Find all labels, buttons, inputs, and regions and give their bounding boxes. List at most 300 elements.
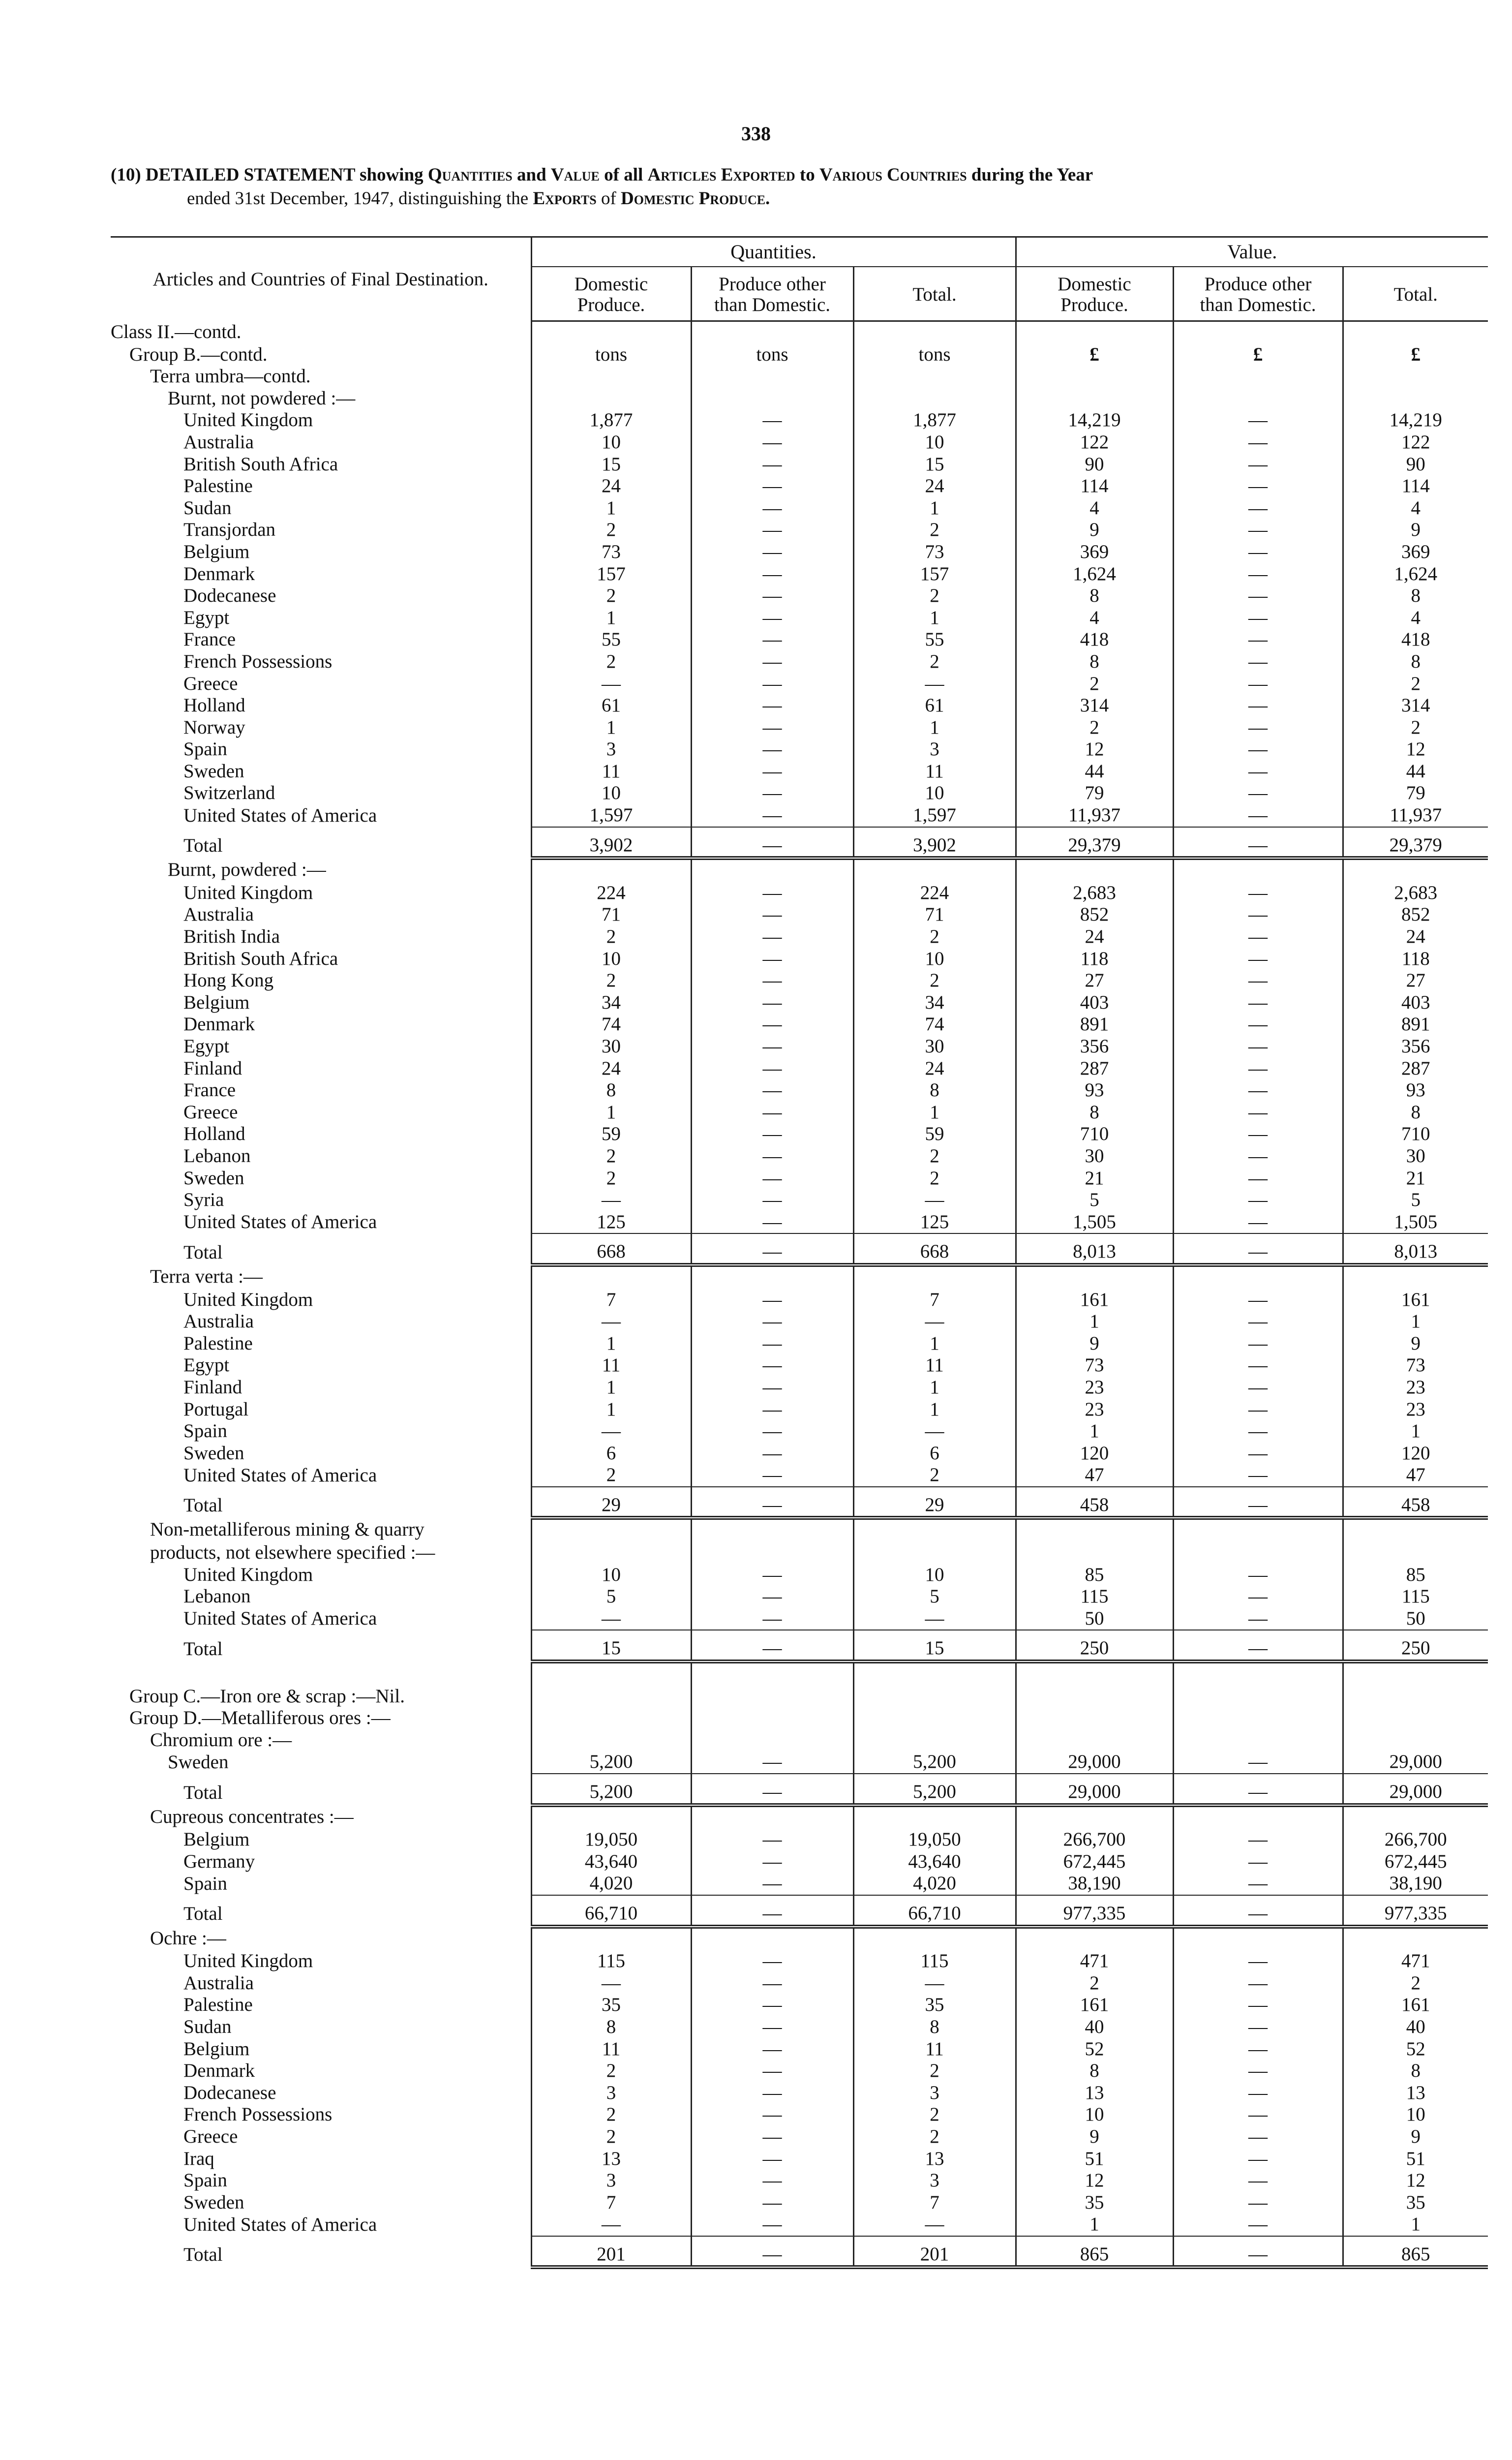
value-total: 266,700 <box>1343 1829 1488 1851</box>
qty-total: 1 <box>853 1102 1016 1124</box>
qty-other: — <box>691 904 853 926</box>
table-row <box>111 409 1488 431</box>
section-heading-row <box>111 1518 1488 1542</box>
qty-total: 2 <box>853 585 1016 607</box>
row-label: British South Africa <box>183 948 338 969</box>
qty-other: — <box>691 1950 853 1972</box>
value-total-total: 977,335 <box>1343 1895 1488 1927</box>
row-label: Belgium <box>183 1829 250 1850</box>
value-total: 21 <box>1343 1168 1488 1190</box>
value-other: — <box>1173 904 1343 926</box>
qty-other: — <box>691 1994 853 2016</box>
empty-cell <box>1173 1927 1343 1951</box>
empty-cell <box>1343 1686 1488 1708</box>
qty-total: 115 <box>853 1950 1016 1972</box>
value-total: 8 <box>1343 585 1488 607</box>
qty-other: — <box>691 948 853 970</box>
row-label: Sweden <box>183 1167 244 1189</box>
empty-cell <box>853 1729 1016 1752</box>
value-domestic: 4 <box>1016 607 1173 629</box>
value-domestic: 11,937 <box>1016 804 1173 827</box>
value-total: 23 <box>1343 1399 1488 1421</box>
table-row <box>111 1608 1488 1630</box>
section-heading-row <box>111 1927 1488 1951</box>
empty-cell <box>531 1542 691 1564</box>
value-total: 891 <box>1343 1014 1488 1036</box>
value-domestic: 8 <box>1016 1102 1173 1124</box>
value-domestic-total: 977,335 <box>1016 1895 1173 1927</box>
empty-cell <box>691 858 853 882</box>
empty-cell <box>853 1686 1016 1708</box>
qty-other: — <box>691 431 853 454</box>
table-row <box>111 2082 1488 2104</box>
value-domestic: 1 <box>1016 1420 1173 1443</box>
row-label: Egypt <box>183 607 230 628</box>
quantities-header: Quantities. <box>531 237 1016 267</box>
qty-other: — <box>691 2192 853 2214</box>
value-other: — <box>1173 1058 1343 1080</box>
value-domestic: 12 <box>1016 738 1173 761</box>
qty-other: — <box>691 1289 853 1311</box>
value-total: 8 <box>1343 2060 1488 2082</box>
qty-domestic: 10 <box>531 1564 691 1586</box>
row-label: France <box>183 1079 236 1101</box>
value-other: — <box>1173 2082 1343 2104</box>
value-total: 403 <box>1343 992 1488 1014</box>
qty-domestic: — <box>531 1420 691 1443</box>
value-other: — <box>1173 673 1343 695</box>
title-value: Value <box>550 165 600 185</box>
section-heading: Ochre :— <box>150 1927 226 1949</box>
empty-cell <box>1016 1265 1173 1289</box>
row-label: United Kingdom <box>183 882 313 903</box>
empty-cell <box>1173 1686 1343 1708</box>
value-total: 1,505 <box>1343 1211 1488 1234</box>
value-total: 27 <box>1343 970 1488 992</box>
value-domestic: 14,219 <box>1016 409 1173 431</box>
value-other-total: — <box>1173 1233 1343 1265</box>
qty-other: — <box>691 2214 853 2236</box>
empty-cell <box>853 1927 1016 1951</box>
spacer-row <box>111 1661 1488 1686</box>
qty-other-total: — <box>691 1233 853 1265</box>
table-row <box>111 782 1488 804</box>
row-label: Palestine <box>183 1994 253 2016</box>
qty-total: 24 <box>853 475 1016 497</box>
value-other: — <box>1173 629 1343 651</box>
total-row <box>111 1487 1488 1518</box>
value-domestic: 287 <box>1016 1058 1173 1080</box>
title-exports: Exports <box>533 188 597 209</box>
table-row <box>111 519 1488 541</box>
table-row <box>111 1311 1488 1333</box>
value-other: — <box>1173 651 1343 673</box>
value-total: 710 <box>1343 1123 1488 1145</box>
qty-total: 15 <box>853 454 1016 476</box>
value-other: — <box>1173 1102 1343 1124</box>
empty-cell <box>1173 1542 1343 1564</box>
row-label: Finland <box>183 1057 242 1079</box>
value-total-total: 29,000 <box>1343 1774 1488 1805</box>
qty-domestic: 6 <box>531 1443 691 1465</box>
qty-domestic: 2 <box>531 1145 691 1168</box>
unit-label: £ <box>1343 344 1488 366</box>
row-label: Sudan <box>183 497 232 519</box>
qty-total: 2 <box>853 1168 1016 1190</box>
table-row <box>111 563 1488 585</box>
empty-cell <box>531 1265 691 1289</box>
qty-domestic: 11 <box>531 2038 691 2060</box>
spacer-cell <box>1173 1661 1343 1686</box>
qty-domestic: 1 <box>531 1399 691 1421</box>
value-domestic: 2 <box>1016 673 1173 695</box>
row-label: Germany <box>183 1850 255 1872</box>
qty-domestic: 125 <box>531 1211 691 1234</box>
title-quantities: Quantities <box>427 165 513 185</box>
qty-total: 2 <box>853 1464 1016 1487</box>
value-domestic: 266,700 <box>1016 1829 1173 1851</box>
empty-cell <box>1173 1805 1343 1829</box>
qty-other: — <box>691 541 853 563</box>
spacer-cell <box>1016 1661 1173 1686</box>
value-total: 9 <box>1343 2126 1488 2148</box>
empty-cell <box>691 321 853 344</box>
value-total: 79 <box>1343 782 1488 804</box>
qty-other: — <box>691 1211 853 1234</box>
section-heading-row <box>111 858 1488 882</box>
qty-total: 19,050 <box>853 1829 1016 1851</box>
row-label: Denmark <box>183 1014 255 1035</box>
section-heading-row <box>111 1686 1488 1708</box>
value-total: 38,190 <box>1343 1873 1488 1895</box>
table-row <box>111 1972 1488 1995</box>
value-domestic: 8 <box>1016 2060 1173 2082</box>
qty-other: — <box>691 1168 853 1190</box>
section-heading-row <box>111 1805 1488 1829</box>
title-articles: Articles Exported <box>647 165 795 185</box>
qty-domestic-total: 15 <box>531 1630 691 1661</box>
qty-other-total: — <box>691 1630 853 1661</box>
row-label: Portugal <box>183 1398 249 1420</box>
title-line-1 <box>111 163 1488 187</box>
qty-domestic: 8 <box>531 2016 691 2038</box>
row-label: United Kingdom <box>183 409 313 431</box>
qty-domestic: 73 <box>531 541 691 563</box>
qty-other: — <box>691 2126 853 2148</box>
row-label: Sweden <box>183 1442 244 1464</box>
empty-cell <box>1173 1518 1343 1542</box>
table-row <box>111 1994 1488 2016</box>
value-total: 852 <box>1343 904 1488 926</box>
row-label: Norway <box>183 716 245 738</box>
value-domestic: 9 <box>1016 2126 1173 2148</box>
value-domestic: 118 <box>1016 948 1173 970</box>
statement-title <box>111 163 1488 211</box>
row-label: Spain <box>183 738 227 760</box>
empty-cell <box>1016 388 1173 410</box>
qty-total: 10 <box>853 431 1016 454</box>
table-row <box>111 1873 1488 1895</box>
value-other: — <box>1173 738 1343 761</box>
qty-other: — <box>691 651 853 673</box>
value-domestic: 9 <box>1016 1333 1173 1355</box>
value-domestic: 27 <box>1016 970 1173 992</box>
value-domestic: 471 <box>1016 1950 1173 1972</box>
table-header <box>111 237 1488 321</box>
qty-total: — <box>853 2214 1016 2236</box>
title-prefix: (10) DETAILED STATEMENT showing <box>111 165 428 185</box>
table-row <box>111 1399 1488 1421</box>
value-domestic: 2 <box>1016 717 1173 739</box>
row-label: Belgium <box>183 991 250 1013</box>
empty-cell <box>531 366 691 388</box>
empty-cell <box>691 1542 853 1564</box>
value-total: 9 <box>1343 519 1488 541</box>
qty-total: 2 <box>853 2126 1016 2148</box>
qty-domestic: 1 <box>531 1333 691 1355</box>
row-label: Greece <box>183 2125 238 2147</box>
qty-total: 11 <box>853 1354 1016 1377</box>
section-heading: Chromium ore :— <box>150 1729 292 1751</box>
row-label: Holland <box>183 695 245 716</box>
value-other: — <box>1173 2192 1343 2214</box>
qty-domestic: 1 <box>531 717 691 739</box>
section-heading-row <box>111 1542 1488 1564</box>
qty-domestic: — <box>531 1189 691 1211</box>
qty-domestic: 1,877 <box>531 409 691 431</box>
empty-cell <box>853 388 1016 410</box>
empty-cell <box>1016 1518 1173 1542</box>
value-other: — <box>1173 1873 1343 1895</box>
table-row <box>111 2192 1488 2214</box>
value-domestic: 85 <box>1016 1564 1173 1586</box>
value-total: 90 <box>1343 454 1488 476</box>
qty-other: — <box>691 1443 853 1465</box>
value-total: 35 <box>1343 2192 1488 2214</box>
value-domestic: 30 <box>1016 1145 1173 1168</box>
qty-domestic: 13 <box>531 2148 691 2170</box>
qty-other: — <box>691 761 853 783</box>
total-row <box>111 2236 1488 2268</box>
table-row <box>111 2214 1488 2236</box>
row-label: United States of America <box>183 804 377 826</box>
value-other: — <box>1173 1145 1343 1168</box>
qty-domestic: — <box>531 1608 691 1630</box>
value-other: — <box>1173 1014 1343 1036</box>
total-label: Total <box>183 2244 223 2266</box>
qty-other: — <box>691 1014 853 1036</box>
value-header: Value. <box>1016 237 1488 267</box>
row-label: United Kingdom <box>183 1564 313 1585</box>
qty-other: — <box>691 970 853 992</box>
title-of: of all <box>599 165 648 185</box>
value-domestic: 115 <box>1016 1586 1173 1608</box>
empty-cell <box>1016 1729 1173 1752</box>
col-articles-header: Articles and Countries of Final Destination. <box>111 237 531 321</box>
empty-cell <box>1173 1265 1343 1289</box>
value-total: 356 <box>1343 1036 1488 1058</box>
table-row <box>111 992 1488 1014</box>
empty-cell <box>1343 321 1488 344</box>
empty-cell <box>1343 858 1488 882</box>
title-during: during the Year <box>967 165 1093 185</box>
table-row <box>111 804 1488 827</box>
value-other: — <box>1173 1289 1343 1311</box>
qty-other: — <box>691 2016 853 2038</box>
qty-other: — <box>691 1420 853 1443</box>
value-total: 122 <box>1343 431 1488 454</box>
row-label: Hong Kong <box>183 970 274 991</box>
value-total: 12 <box>1343 738 1488 761</box>
value-other: — <box>1173 1189 1343 1211</box>
empty-cell <box>1016 1707 1173 1729</box>
value-domestic: 672,445 <box>1016 1851 1173 1873</box>
value-domestic: 1,624 <box>1016 563 1173 585</box>
qty-total: 11 <box>853 761 1016 783</box>
qty-total: 1 <box>853 717 1016 739</box>
title-and: and <box>512 165 551 185</box>
value-domestic: 73 <box>1016 1354 1173 1377</box>
qty-other: — <box>691 519 853 541</box>
empty-cell <box>691 1518 853 1542</box>
qty-total: — <box>853 1972 1016 1995</box>
section-heading: Terra verta :— <box>150 1265 263 1287</box>
value-total: 4 <box>1343 607 1488 629</box>
qty-other: — <box>691 1851 853 1873</box>
table-row <box>111 475 1488 497</box>
qty-domestic: 71 <box>531 904 691 926</box>
qty-total: 34 <box>853 992 1016 1014</box>
value-total: 47 <box>1343 1464 1488 1487</box>
qty-domestic: 2 <box>531 970 691 992</box>
value-other-total: — <box>1173 1630 1343 1661</box>
table-row <box>111 1354 1488 1377</box>
value-domestic: 1,505 <box>1016 1211 1173 1234</box>
section-heading: Terra umbra—contd. <box>150 366 311 387</box>
value-domestic: 51 <box>1016 2148 1173 2170</box>
value-domestic: 10 <box>1016 2104 1173 2126</box>
table-row <box>111 882 1488 904</box>
value-total: 50 <box>1343 1608 1488 1630</box>
section-heading: Class II.—contd. <box>111 321 242 343</box>
value-domestic: 4 <box>1016 497 1173 520</box>
row-label: United Kingdom <box>183 1289 313 1310</box>
qty-domestic: 1 <box>531 1377 691 1399</box>
table-row <box>111 1851 1488 1873</box>
qty-total: 24 <box>853 1058 1016 1080</box>
value-total: 73 <box>1343 1354 1488 1377</box>
table-row <box>111 948 1488 970</box>
empty-cell <box>691 388 853 410</box>
qty-total: 73 <box>853 541 1016 563</box>
table-row <box>111 1377 1488 1399</box>
qty-other: — <box>691 673 853 695</box>
qty-domestic: 24 <box>531 1058 691 1080</box>
qty-total: 7 <box>853 2192 1016 2214</box>
value-other: — <box>1173 607 1343 629</box>
empty-cell <box>691 1707 853 1729</box>
empty-cell <box>1343 1542 1488 1564</box>
qty-other-total: — <box>691 1487 853 1518</box>
row-label: Syria <box>183 1189 224 1211</box>
value-total: 1 <box>1343 2214 1488 2236</box>
qty-total: — <box>853 1189 1016 1211</box>
qty-other: — <box>691 1377 853 1399</box>
table-row <box>111 651 1488 673</box>
qty-domestic: 1 <box>531 607 691 629</box>
empty-cell <box>531 321 691 344</box>
value-other: — <box>1173 1994 1343 2016</box>
section-heading-row <box>111 1707 1488 1729</box>
qty-domestic: 2 <box>531 1464 691 1487</box>
empty-cell <box>1343 1518 1488 1542</box>
qty-total-total: 15 <box>853 1630 1016 1661</box>
qty-total-total: 3,902 <box>853 827 1016 859</box>
value-domestic: 161 <box>1016 1289 1173 1311</box>
value-other: — <box>1173 2170 1343 2192</box>
qty-other: — <box>691 926 853 948</box>
value-other: — <box>1173 1168 1343 1190</box>
value-other: — <box>1173 475 1343 497</box>
value-domestic: 40 <box>1016 2016 1173 2038</box>
value-other: — <box>1173 2038 1343 2060</box>
qty-domestic: 157 <box>531 563 691 585</box>
value-total: 672,445 <box>1343 1851 1488 1873</box>
table-row <box>111 1211 1488 1234</box>
value-total: 8 <box>1343 1102 1488 1124</box>
value-domestic-total: 8,013 <box>1016 1233 1173 1265</box>
qty-other: — <box>691 1354 853 1377</box>
value-domestic: 44 <box>1016 761 1173 783</box>
value-domestic: 161 <box>1016 1994 1173 2016</box>
value-total: 120 <box>1343 1443 1488 1465</box>
table-row <box>111 1829 1488 1851</box>
value-total: 93 <box>1343 1079 1488 1102</box>
section-heading-row <box>111 1729 1488 1752</box>
qty-other-total: — <box>691 2236 853 2268</box>
row-label: Sudan <box>183 2016 232 2037</box>
unit-label: tons <box>691 344 853 366</box>
row-label: Dodecanese <box>183 585 276 607</box>
value-total: 12 <box>1343 2170 1488 2192</box>
total-label: Total <box>183 1495 223 1516</box>
value-total: 40 <box>1343 2016 1488 2038</box>
total-row <box>111 1895 1488 1927</box>
table-row <box>111 1333 1488 1355</box>
value-other: — <box>1173 431 1343 454</box>
total-row <box>111 1774 1488 1805</box>
table-row <box>111 1102 1488 1124</box>
qty-other: — <box>691 882 853 904</box>
value-other: — <box>1173 1564 1343 1586</box>
value-total: 14,219 <box>1343 409 1488 431</box>
qty-domestic-total: 5,200 <box>531 1774 691 1805</box>
value-domestic-total: 250 <box>1016 1630 1173 1661</box>
qty-domestic: 2 <box>531 519 691 541</box>
qty-domestic: 43,640 <box>531 1851 691 1873</box>
qty-total: 61 <box>853 695 1016 717</box>
qty-other: — <box>691 1123 853 1145</box>
qty-total: 1 <box>853 1333 1016 1355</box>
value-domestic: 8 <box>1016 651 1173 673</box>
value-total: 314 <box>1343 695 1488 717</box>
qty-total: 224 <box>853 882 1016 904</box>
value-total: 8 <box>1343 651 1488 673</box>
value-other: — <box>1173 1123 1343 1145</box>
qty-domestic: 5,200 <box>531 1751 691 1774</box>
section-heading: Non-metalliferous mining & quarry <box>150 1519 424 1540</box>
qty-domestic-total: 29 <box>531 1487 691 1518</box>
